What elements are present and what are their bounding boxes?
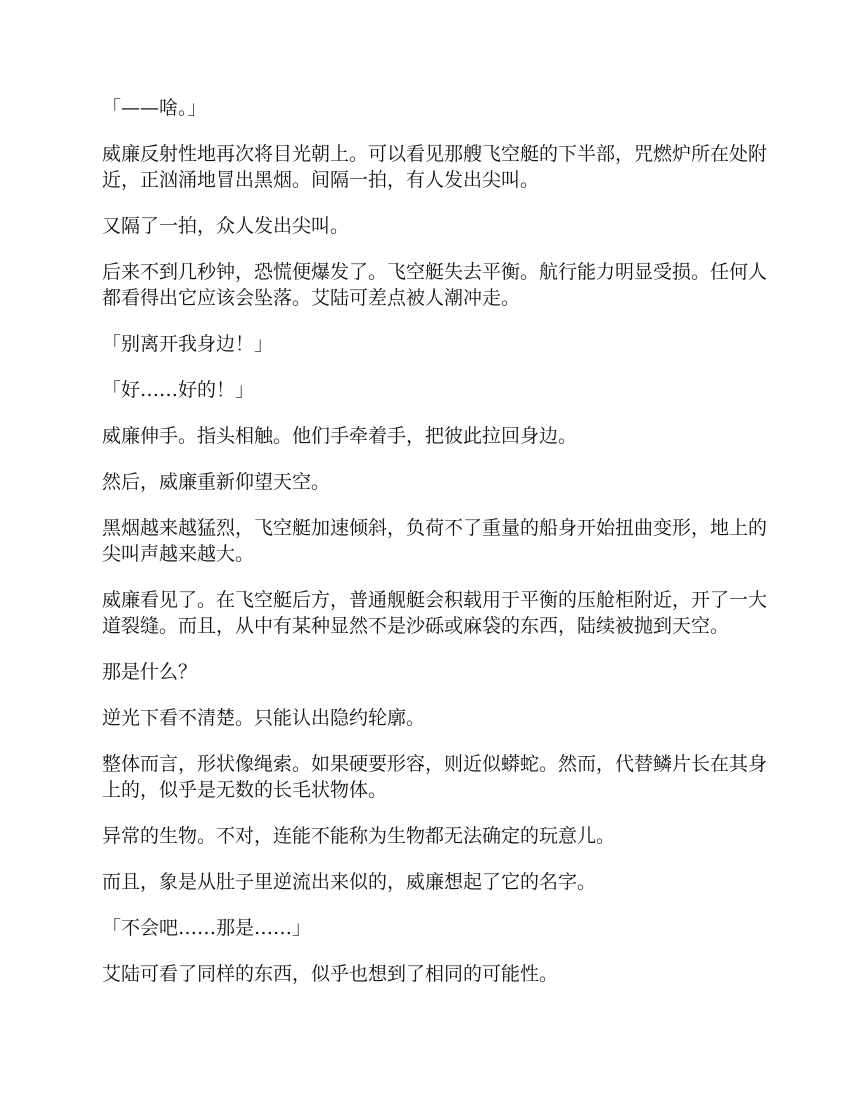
paragraph: 逆光下看不清楚。只能认出隐约轮廓。 xyxy=(102,707,426,729)
paragraph: 异常的生物。不对，连能不能称为生物都无法确定的玩意儿。 xyxy=(102,825,616,847)
paragraph: 「不会吧……那是……」 xyxy=(102,917,312,939)
paragraph: 「——啥。」 xyxy=(102,97,207,119)
paragraph: 整体而言，形状像绳索。如果硬要形容，则近似蟒蛇。然而，代替鳞片长在其身上的，似乎是无数的长毛状物体。 xyxy=(102,753,768,801)
paragraph: 黑烟越来越猛烈，飞空艇加速倾斜，负荷不了重量的船身开始扭曲变形，地上的尖叫声越来越大。 xyxy=(102,517,768,565)
paragraph: 「别离开我身边！」 xyxy=(102,333,274,355)
paragraph: 那是什么？ xyxy=(102,661,198,683)
paragraph: 威廉反射性地再次将目光朝上。可以看见那艘飞空艇的下半部，咒燃炉所在处附近，正汹涌地冒出黑烟。间隔一拍，有人发出尖叫。 xyxy=(102,143,768,191)
paragraph: 威廉伸手。指头相触。他们手牵着手，把彼此拉回身边。 xyxy=(102,425,578,447)
paragraph: 后来不到几秒钟，恐慌便爆发了。飞空艇失去平衡。航行能力明显受损。任何人都看得出它应该会坠落。艾陆可差点被人潮冲走。 xyxy=(102,261,768,309)
paragraph: 威廉看见了。在飞空艇后方，普通舰艇会积载用于平衡的压舱柜附近，开了一大道裂缝。而且，从中有某种显然不是沙砾或麻袋的东西，陆续被抛到天空。 xyxy=(102,589,768,637)
paragraph: 然后，威廉重新仰望天空。 xyxy=(102,471,331,493)
body-text xyxy=(102,95,772,1007)
paragraph: 艾陆可看了同样的东西，似乎也想到了相同的可能性。 xyxy=(102,963,559,985)
paragraph: 又隔了一拍，众人发出尖叫。 xyxy=(102,215,350,237)
paragraph: 而且，象是从肚子里逆流出来似的，威廉想起了它的名字。 xyxy=(102,871,597,893)
paragraph: 「好……好的！」 xyxy=(102,379,255,401)
